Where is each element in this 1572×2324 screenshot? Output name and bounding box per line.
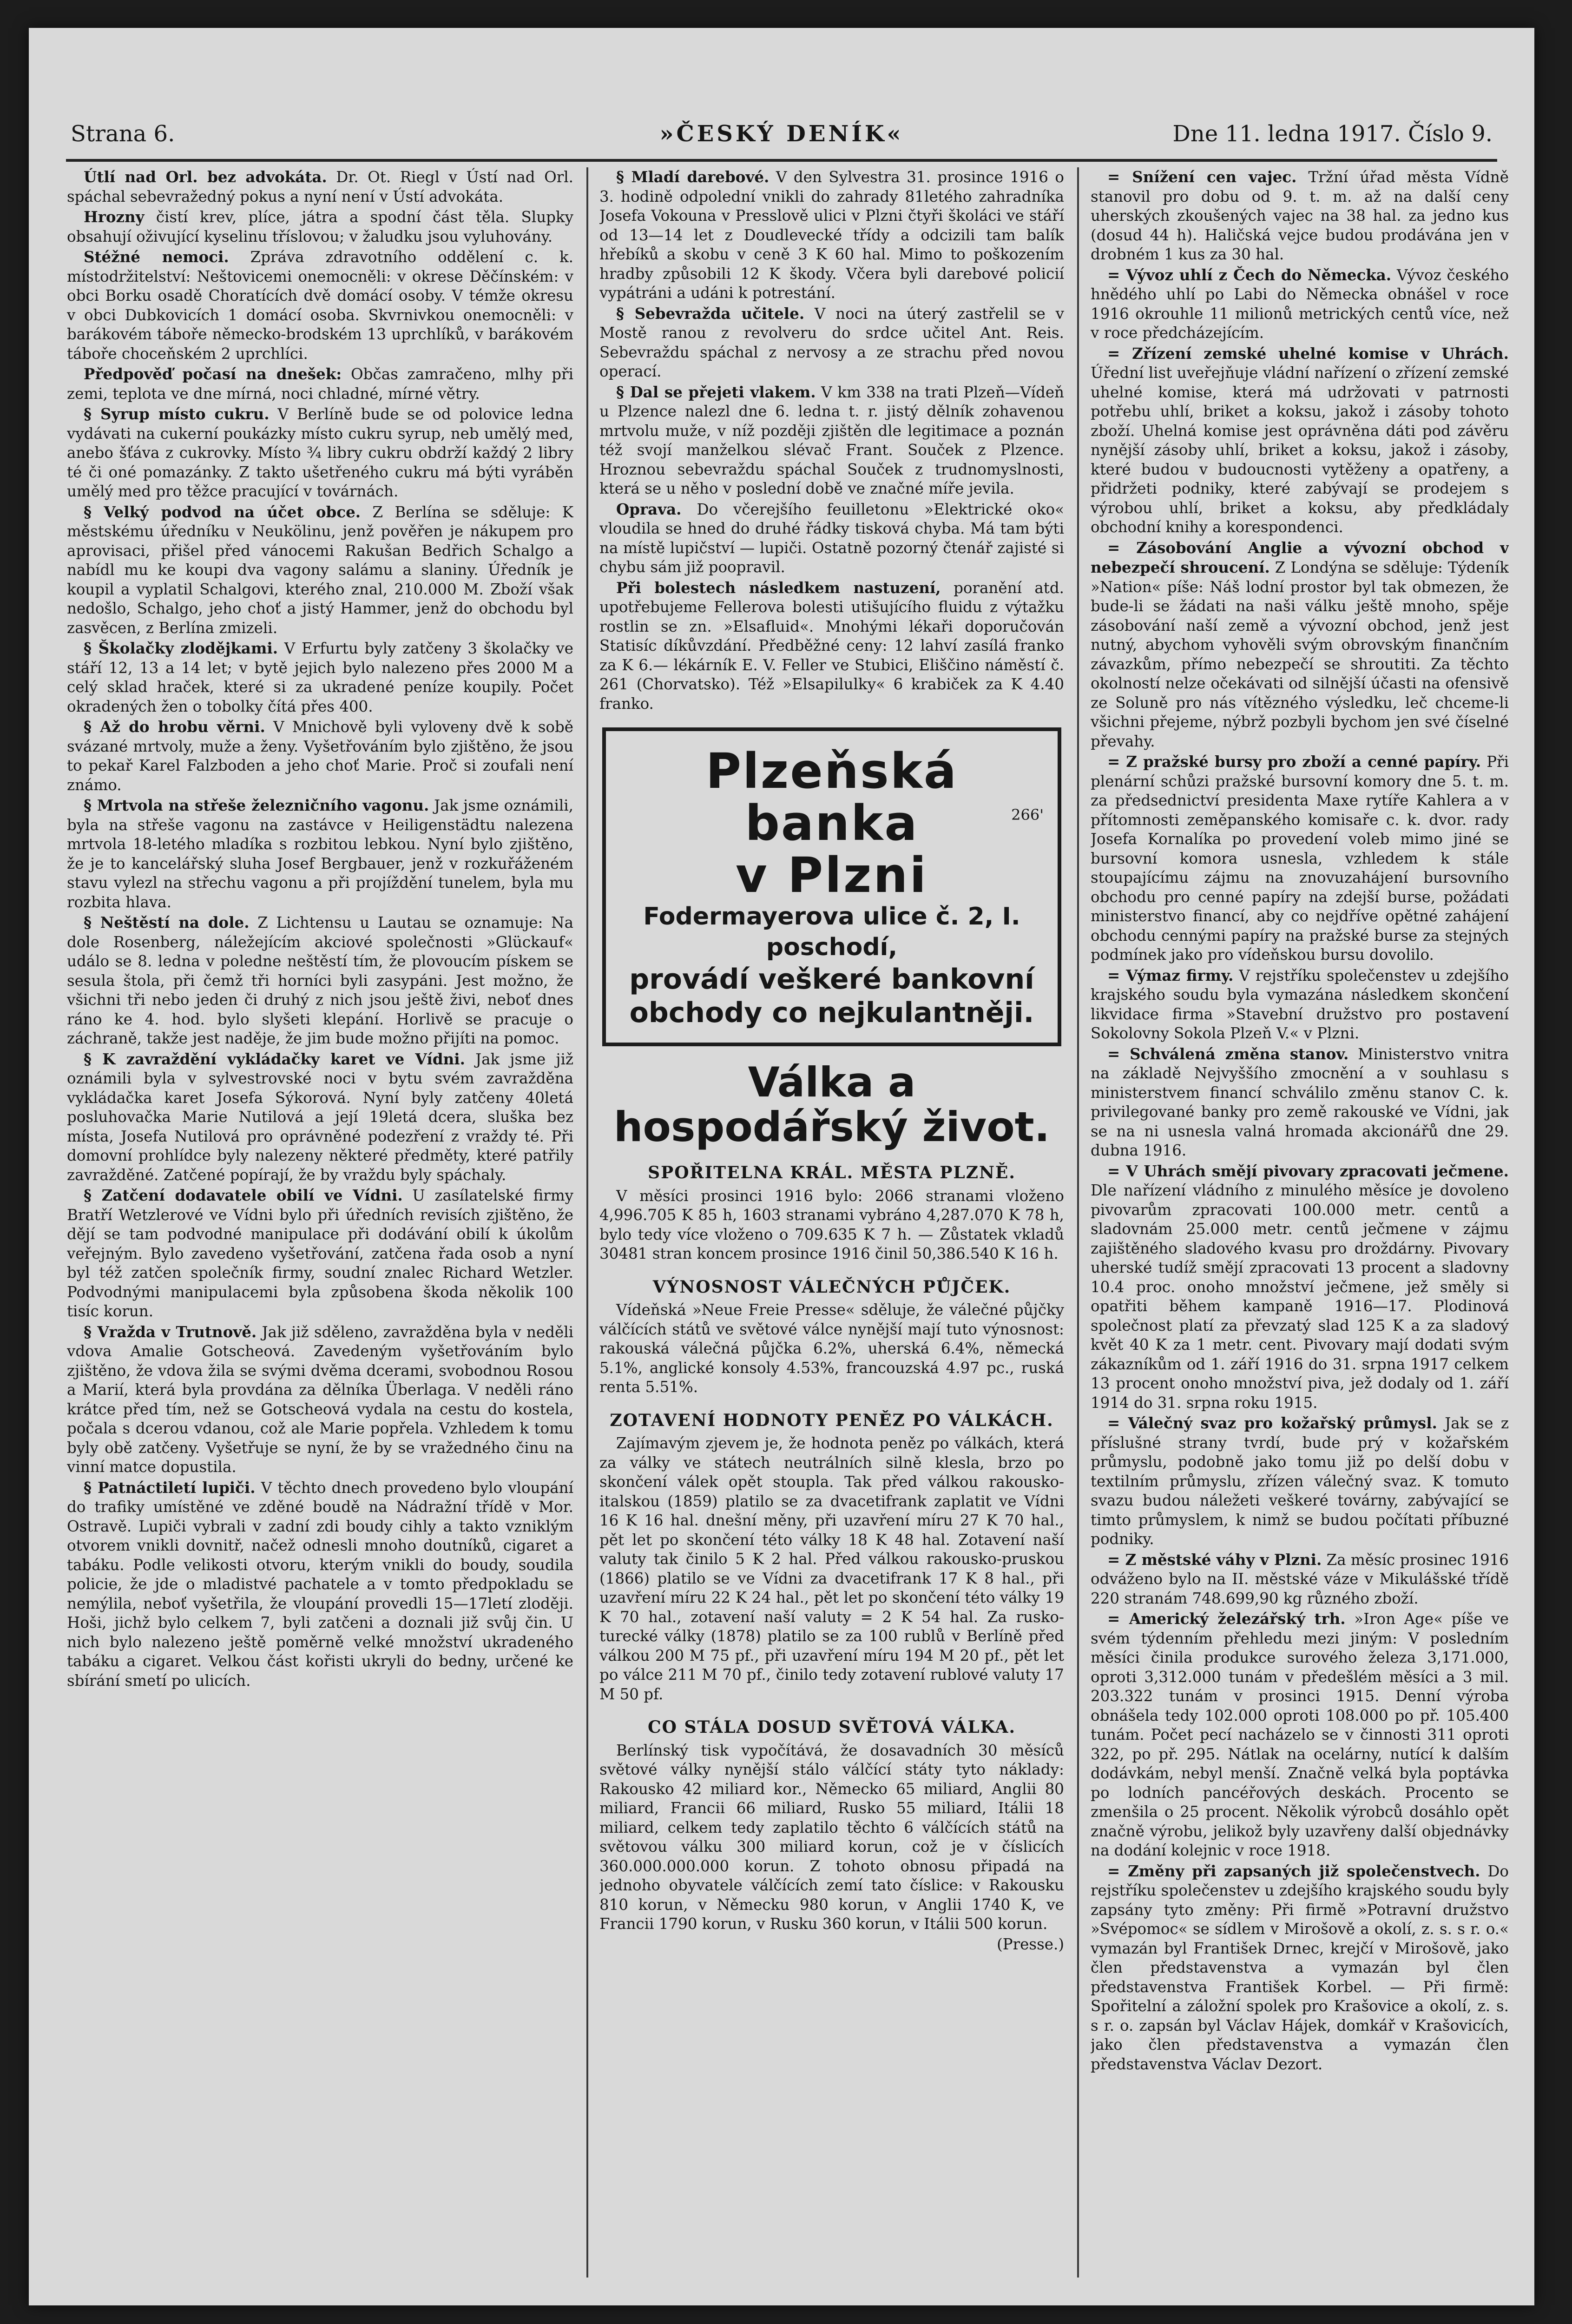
article-heading: ZOTAVENÍ HODNOTY PENĚZ PO VÁLKÁCH. — [610, 1410, 1054, 1430]
news-item — [1091, 1550, 1509, 1609]
news-item-headline: § Neštěstí na dole. — [84, 913, 250, 931]
news-item-headline: Útlí nad Orl. bez advokáta. — [84, 168, 327, 186]
article-source: (Presse.) — [997, 1935, 1064, 1953]
news-item-body: Za měsíc prosinec 1916 odváženo bylo na II. městské váze v Mikulášské třídě 220 stranám 748.699,90 kg různého zboží. — [1091, 1551, 1509, 1607]
news-item-body: V noci na úterý zastřelil se v Mostě ranou z revolveru do srdce učitel Ant. Reis. Sebevraždu spáchal z nervosy a ze strachu před novou operací. — [599, 304, 1064, 380]
news-item-headline: § Vražda v Trutnově. — [84, 1322, 257, 1341]
news-item-headline: § Mrtvola na střeše železničního vagonu. — [84, 796, 429, 814]
news-item-body: »Iron Age« píše ve svém týdenním přehledu mezi jiným: V posledním měsíci činila produkce surového železa 3,171.000, oproti 3,312.000 tunám v předešlém měsíci a 3 mil. 203.322 tunám v prosinci 1915. Denní výroba obnášela tedy 102.000 oproti 108.000 po př. 105.400 tunám. Počet pecí nacházelo se v činnosti 311 oproti 322, po př. 295. Nátlak na ocelárny, nutící k dalším dodávkám, nebyl menší. Značně velká byla poptávka po lodních pancéřových deskách. Procento se zmenšila o 25 procent. Několik výrobců dosáhlo opět značně výrobu, jelikož byly uzavřeny další objednávky na dodání kolejnic v roce 1918. — [1091, 1610, 1509, 1859]
news-item — [599, 167, 1064, 303]
news-item — [67, 404, 573, 502]
news-item-body: Z Berlína se sděluje: K městskému úředníku v Neukölinu, jenž pověřen je nákupem pro aprovisaci, přišel před vánocemi Rakušan Bedřich Schalgo a nabídl mu ke koupi dva vagony salámu a slaniny. Úředník je koupil a vyplatil Schalgovi, kterého znal, 210.000 M. Zboží však nedošlo, Schalgo, jeho choť a jistý Hammer, jenž do obchodu byl zasvěcen, z Berlína zmizeli. — [67, 503, 573, 637]
news-item-body: Dr. Ot. Riegl v Ústí nad Orl. spáchal sebevražedný pokus a nyní není v Ústí advokáta. — [67, 168, 573, 205]
news-item — [67, 502, 573, 638]
column-divider — [586, 167, 588, 2278]
news-item-headline: = Z pražské bursy pro zboží a cenné papíry. — [1107, 753, 1481, 771]
news-item — [599, 578, 1064, 714]
news-item-body: Jak jsme oznámili, byla na střeše vagonu na zastávce v Heiligenstädtu nalezena mrtvola 18-letého mladíka s rozbitou lebkou. Nyní bylo zjištěno, že je to kancelářský sluha Josef Bergbauer, jenž v rozkuřáženém stavu vylezl na střechu vagonu a při projíždění tunelem, byla mu rozbita hlava. — [67, 797, 573, 911]
article-body: V měsíci prosinci 1916 bylo: 2066 stranami vloženo 4,996.705 K 85 h, 1603 stranami vybráno 4,287.070 K 78 h, bylo tedy více vloženo o 709.635 K 7 h. — Zůstatek vkladů 30481 stran koncem prosince 1916 činil 50,386.540 K 16 h. — [599, 1187, 1064, 1262]
news-item-body: V den Sylvestra 31. prosince 1916 o 3. hodině odpolední vnikli do zahrady 81letého zahradníka Josefa Vokouna v Presslově ulici v Plzni čtyři školáci ve stáří od 13—14 let z Doudlevecké třídy a odcizili tam balík hřebíků a skobu v ceně 3 K 60 hal. Mimo to poškozením hradby způsobili 12 K škody. Včera byli darebové policií vypátráni a udáni k potrestání. — [599, 168, 1064, 302]
news-item-headline: Hrozny — [84, 208, 145, 226]
news-item — [599, 383, 1064, 499]
news-item — [1091, 966, 1509, 1043]
news-item-headline: Oprava. — [616, 500, 682, 518]
news-item — [1091, 538, 1509, 752]
news-item — [67, 1186, 573, 1321]
news-item-body: Jak jsme již oznámili byla v sylvestrovské noci v bytu svém zavražděna vykládačka karet Josefa Sýkorová. Nyní byly zatčeny 40letá posluhovačka Marie Nutilová a její 19letá dcera, sluška bez místa, Josefa Nutilová pro oprávněné podezření z vraždy té. Při domovní prohlídce byly nalezeny některé předměty, které patřily zavražděné. Zatčené popírají, že by vraždu byly spáchaly. — [67, 1050, 573, 1184]
news-item-body: Do rejstříku společenstev u zdejšího krajského soudu byly zapsány tyto změny: Při firmě »Potravní družstvo »Svépomoc« se sídlem v Mirošově a okolí, z. s. s r. o.« vymazán byl František Drnec, krejčí v Mirošově, jako člen představenstva a vymazán byl člen představenstva František Korbel. — Při firmě: Spořitelní a záložní spolek pro Krašovice a okolí, z. s. s r. o. zapsán byl Václav Hájek, domkář v Krašovicích, jako člen představenstva a vymazán člen představenstva Václav Dezort. — [1091, 1862, 1509, 2073]
news-item-body: Dle nařízení vládního z minulého měsíce je dovoleno pivovarům zpracovati 100.000 metr. centů a sladovnám 25.000 metr. centů ječmene v zájmu zajištěného sladového kvasu pro droždárny. Pivovary uherské tudíž smějí zpracovati 13 procent a sladovny 10.4 proc. onoho množství ječmene, jež směly si opatřiti během kampaně 1916—17. Plodinová společnost platí za převzatý slad 125 K a za sladový květ 40 K za 1 metr. cent. Pivovary mají dodati svým zákazníkům od 1. září 1916 do 31. srpna 1917 celkem 13 procent onoho množství piva, jež dodaly od 1. září 1914 do 31. srpna roku 1915. — [1091, 1182, 1509, 1412]
ad-bank-city: v Plzni — [735, 847, 928, 904]
news-item-headline: = Snížení cen vajec. — [1107, 168, 1297, 186]
header-rule — [66, 159, 1497, 162]
news-item-headline: § Sebevražda učitele. — [616, 304, 805, 323]
news-item-headline: = Změny při zapsaných již společenstvech. — [1107, 1862, 1480, 1880]
news-item-body: Vývoz českého hnědého uhlí po Labi do Německa obnášel v roce 1916 okrouhle 11 milionů metrických centů více, než v roce předcházejícím. — [1091, 266, 1509, 342]
news-item-body: Z Londýna se sděluje: Týdeník »Nation« píše: Náš lodní prostor byl tak obmezen, že bude-li se žádati na naši válku ještě mnoho, spěje zásobování naší země a vývozní obchod, jenž jest nutný, abychom vyhověli svým obrovským finančním závazkům, přímo nebezpečí se shroutiti. Za těchto okolností nelze očekávati od silnější účasti na ofensivě ze Soluně pro nás vítězného výsledku, leč chceme-li všichni přejeme, nýbrž pozbyli bychom jen své číselné převahy. — [1091, 559, 1509, 750]
news-item-body: Občas zamračeno, mlhy při zemi, teplota ve dne mírná, noci chladné, mírné větry. — [67, 365, 573, 403]
news-item — [1091, 1862, 1509, 2074]
news-item-body: U zasílatelské firmy Bratří Wetzlerové ve Vídni bylo při úředních revisích zjištěno, že dějí se tam podvodné manipulace při dodávání obilí k úkolům veřejným. Bylo zavedeno vyšetřování, zatčena řada osob a nyní byl též zatčen společník firmy, soudní znalec Richard Wetzler. Podvodnými manipulacemi byla způsobena škoda několik 100 tisíc korun. — [67, 1187, 573, 1320]
news-item-body: Ministerstvo vnitra na základě Nejvyššího zmocnění a v souhlasu s ministerstvem financí schválilo změnu stanov C. k. privilegované banky pro země rakouské ve Vídni, jak se na ni usnesla valná hromada akcionářů dne 29. dubna 1916. — [1091, 1045, 1509, 1159]
news-item — [67, 913, 573, 1049]
news-item-headline: = Zásobování Anglie a vývozní obchod v nebezpečí shroucení. — [1091, 538, 1509, 576]
news-item-headline: = Výmaz firmy. — [1107, 966, 1234, 984]
news-item — [67, 364, 573, 403]
news-item-headline: § Dal se přejeti vlakem. — [616, 383, 816, 401]
economy-articles — [599, 1163, 1064, 1954]
news-item — [1091, 167, 1509, 264]
middle-news-items — [599, 167, 1064, 713]
ad-bank-name: Plzeňská banka — [705, 743, 958, 852]
news-item-headline: Předpověď počasí na dnešek: — [84, 365, 342, 383]
news-item-headline: § Školačky zlodějkami. — [84, 639, 278, 657]
bank-advertisement — [602, 727, 1061, 1046]
news-item — [67, 167, 573, 206]
news-item-headline: = Válečný svaz pro kožařský průmysl. — [1107, 1414, 1437, 1432]
news-item — [67, 717, 573, 795]
ad-address: Fodermayerova ulice č. 2, I. poschodí, — [643, 903, 1020, 961]
news-item-headline: § Velký podvod na účet obce. — [84, 502, 361, 521]
news-item-body: čistí krev, plíce, játra a spodní část těla. Slupky obsahují oživující kyselinu tříslovou; v žaludku jsou vyluhovány. — [67, 208, 573, 245]
article-body: Vídeňská »Neue Freie Presse« sděluje, že válečné půjčky válčících států ve světové válce nynější mají tuto výnosnost: rakouská válečná půjčka 6.2%, uherská 6.4%, německá 5.1%, anglické konsoly 4.53%, francouzská 4.97 pc., ruská renta 5.51%. — [599, 1301, 1064, 1396]
news-item-headline: § Mladí darebové. — [616, 168, 770, 186]
news-item-headline: § Zatčení dodavatele obilí ve Vídni. — [84, 1186, 403, 1204]
article-heading: CO STÁLA DOSUD SVĚTOVÁ VÁLKA. — [648, 1717, 1016, 1737]
news-item-headline: § Až do hrobu věrni. — [84, 718, 265, 736]
news-item-body: Jak již sděleno, zavražděna byla v neděli vdova Amalie Gotscheová. Zavedeným vyšetřováním bylo zjištěno, že vdova žila se svými dvěma dcerami, svobodnou Rosou a Marií, která byla provdána za dělníka Überlaga. V neděli ráno krátce před tím, než se Gotscheová vydala na cestu do kostela, počala s dcerou vdanou, což ale Marie popřela. Vzhledem k tomu byly obě zatčeny. Vyšetřuje se nyní, že by se vražedného činu na vinní matce dopustila. — [67, 1323, 573, 1476]
news-item-headline: Stéžné nemoci. — [84, 248, 229, 266]
news-item — [1091, 344, 1509, 537]
news-item-headline: = Z městské váhy v Plzni. — [1107, 1550, 1322, 1569]
news-item — [1091, 265, 1509, 343]
news-item — [67, 796, 573, 912]
news-item — [67, 1050, 573, 1185]
news-item-body: Jak se z příslušné strany tvrdí, bude prý v kožařském průmyslu, podobně jako tomu již po delší dobu v textilním průmyslu, zřízen válečný svaz. K tomuto svazu budou náležeti veškeré továrny, zabývající se timto průmyslem, k nimž se budou počítati příbuzné podniky. — [1091, 1414, 1509, 1548]
news-item-body: V těchto dnech provedeno bylo vloupání do trafiky umístěné ve zděné boudě na Nádražní třídě v Mor. Ostravě. Lupiči vybrali v zadní zdi boudy cihly a takto vzniklým otvorem vnikli dovnitř, načež odnesli mnoho doutníků, cigaret a tabáku. Podle velikosti otvoru, kterým vnikli do boudy, soudila policie, že jde o mladistvé pachatele a v tomto předpokladu se nemýlila, neboť vyšetřila, že vloupání provedli 15—17letí zloději. Hoši, jichž bylo celkem 7, byli zatčeni a doznali již svůj čin. U nich bylo nalezeno ještě poměrně velké množství ukradeného tabáku a cigaret. Velkou část kořisti ukryli do bedny, určené ke sbírání smetí po ulicích. — [67, 1479, 573, 1690]
column-middle — [599, 167, 1064, 2287]
news-item-headline: = Zřízení zemské uhelné komise v Uhrách. — [1107, 344, 1509, 363]
column-right — [1091, 167, 1509, 2287]
news-item — [1091, 1413, 1509, 1549]
news-item-body: Úřední list uveřejňuje vládní nařízení o zřízení zemské uhelné komise, která má udržovati v patrnosti potřebu uhlí, briket a koksu, jakož i zásoby tohoto zboží. Uhelná komise jest oprávněna dáti pod závěru nynější zásoby uhlí, briket a koksu, jakož i zásoby, které budou v budoucnosti vytěženy a opatřeny, a přidržeti podniky, které zabývají se prodejem s výrobou uhlí, briket a koksu, aby předkládaly obchodní knihy a korespondenci. — [1091, 364, 1509, 536]
news-item — [67, 639, 573, 716]
news-item-body: Tržní úřad města Vídně stanovil pro dobu od 9. t. m. až na další ceny uherských zkoušených vajec na 38 hal. za jedno kus (dosud 44 h). Haličská vejce budou prodávána jen v drobném 1 kus za 30 hal. — [1091, 168, 1509, 263]
article-heading: VÝNOSNOST VÁLEČNÝCH PŮJČEK. — [652, 1277, 1011, 1297]
ad-slogan-2: obchody co nejkulantněji. — [629, 997, 1034, 1029]
news-item — [1091, 1609, 1509, 1861]
news-item-headline: § Syrup místo cukru. — [84, 405, 270, 423]
column-divider — [1077, 167, 1079, 2278]
ad-slogan-1: provádí veškeré bankovní — [629, 963, 1034, 996]
news-item-headline: = Americký železářský trh. — [1107, 1610, 1346, 1628]
news-item — [67, 207, 573, 246]
news-item — [67, 247, 573, 363]
news-item-body: poranění atd. upotřebujeme Fellerova bolesti utišujícího fluidu z výtažku rostlin se zn. »Elsafluid«. Mnohými lékaři doporučován Statisíc díkůvzdání. Předběžné ceny: 12 lahví zasílá franko za K 6.— lékárník E. V. Feller ve Stubici, Eliščino náměstí č. 261 (Chorvatsko). Též »Elsapilulky« 6 krabiček za K 4.40 franko. — [599, 579, 1064, 713]
article-heading: SPOŘITELNA KRÁL. MĚSTA PLZNĚ. — [648, 1163, 1016, 1182]
news-item-headline: = Vývoz uhlí z Čech do Německa. — [1107, 265, 1392, 284]
news-item-body: V Mnichově byli vyloveny dvě k sobě svázané mrtvoly, muže a ženy. Vyšetřováním bylo zjištěno, že jsou to pekař Karel Falzboden a jeho choť Marie. Proč si zoufali není známo. — [67, 718, 573, 794]
article-body: Zajímavým zjevem je, že hodnota peněz po válkách, která za války ve státech neutrálních silně klesla, brzo po skončení válek opět stoupla. Tak před válkou rakousko-italskou (1859) platilo se za dvacetifrank zaplatit ve Vídni 16 K 16 hal. dnešní měny, při uzavření míru 27 K 70 hal., pět let po skončení této války 18 K 48 hal. Zotavení naší valuty tak činilo 5 K 2 hal. Před válkou rakousko-pruskou (1866) platilo se ve Vídni za dvacetifrank 17 K 8 hal., při uzavření míru 22 K 24 hal., pět let po skončení této války 19 K 70 hal., zotavení naší valuty = 2 K 54 hal. Za rusko-turecké války (1878) platilo se za 100 rublů v Berlíně před válkou 200 M 75 pf., při uzavření míru 194 M 20 pf., pět let po válce 211 M 70 pf., činilo tedy zotavení rublové valuty 17 M 50 pf. — [599, 1434, 1064, 1703]
news-item-body: V Berlíně bude se od polovice ledna vydávati na cukerní poukázky místo cukru syrup, neb umělý med, anebo šťáva z cukrovky. Místo ¾ libry cukru obdrží každý 2 libry té či oné pomazánky. Z takto ušetřeného cukru má býti vyráběn umělý med pro těžce pracující v továrnách. — [67, 405, 573, 500]
news-item — [67, 1322, 573, 1477]
news-item-body: V rejstříku společenstev u zdejšího krajského soudu byla vymazána následkem skončení likvidace firma »Stavební družstvo pro postavení Sokolovny Sokola Plzeň V.« v Plzni. — [1091, 966, 1509, 1042]
news-item-body: Zpráva zdravotního oddělení c. k. místodržitelství: Neštovicemi onemocněli: v okrese Děčínském: v obci Borku osadě Choratících dvě domácí osoby. V témže okresu v obci Dubkovicích 1 domácí osoba. Skvrnivkou onemocněli: v barákovém táboře německo-brodském 13 uprchlíků, v barákovém táboře choceňském 2 uprchlíci. — [67, 248, 573, 363]
newspaper-page — [29, 28, 1534, 2305]
news-item-headline: Při bolestech následkem nastuzení, — [616, 578, 941, 597]
page-header — [71, 116, 1493, 158]
ad-reference-number: 266' — [1011, 806, 1044, 824]
news-item — [599, 500, 1064, 577]
masthead: »ČESKÝ DENÍK« — [659, 121, 904, 147]
news-item-body: Při plenární schůzi pražské bursovní komory dne 5. t. m. za předsednictví presidenta Maxe rytíře Kahlera a v přítomnosti zeměpanského komisaře c. k. dvor. rady Josefa Kornalíka po provedení voleb mimo jiné se bursovní komora usnesla, vzhledem k stále stoupajícímu zájmu na znovuzahájení bursovního obchodu pro cenné papíry na zdejší burse, požádati ministerstvo financí, aby co nejdříve opětné zahájení obchodu cennými papíry na pražské burse za stejných podmínek jako pro vídeňskou bursu dovolilo. — [1091, 753, 1509, 964]
article-body: Berlínský tisk vypočítává, že dosavadních 30 měsíců světové války nynější stálo válčící státy tyto náklady: Rakousko 42 miliard kor., Německo 65 miliard, Anglii 80 miliard, Francii 66 miliard, Rusko 55 miliard, Itálii 18 miliard, celkem tedy zaplatilo těchto 6 válčících států na světovou válku 300 miliard korun, což je v číslicích 360.000.000.000 korun. Z tohoto obnosu připadá na jednoho obyvatele válčících zemí tato číslice: v Rakousku 810 korun, v Německu 980 korun, v Anglii 1740 K, ve Francii 1790 korun, v Rusku 360 korun, v Itálii 500 korun. — [599, 1741, 1064, 1933]
news-item-headline: = Schválená změna stanov. — [1107, 1044, 1349, 1063]
news-item — [1091, 752, 1509, 965]
news-item-body: Do včerejšího feuilletonu »Elektrické oko« vloudila se hned do druhé řádky tisková chyba. Má tam býti na místě lupičství — lupiči. Ostatně pozorný čtenář zajisté si chybu sám již poopravil. — [599, 500, 1064, 576]
news-item-body: V km 338 na trati Plzeň—Vídeň u Plzence nalezl dne 6. ledna t. r. jistý dělník zohavenou mrtvolu muže, v níž později zjištěn dle legitimace a poznán též svojí manželkou slévač Frant. Souček z Plzence. Hroznou sebevraždu spáchal Souček z trudnomyslnosti, která se u něho v poslední době ve značné míře jevila. — [599, 383, 1064, 497]
news-item — [1091, 1044, 1509, 1161]
news-item — [1091, 1162, 1509, 1413]
news-item — [67, 1478, 573, 1691]
page-number: Strana 6. — [71, 121, 175, 147]
news-item-body: Z Lichtensu u Lautau se oznamuje: Na dole Rosenberg, náležejícím akciové společnosti »Glückauf« událo se 8. ledna v poledne neštěstí tím, že plovoucím pískem se sesula štola, při čemž tři horníci byli zasypáni. Jest možno, že všichni tři nebo jeden či druhý z nich jsou ještě živi, neboť dnes ráno ke 4. hod. bylo slyšeti klepání. Horlivě se pracuje o záchraně, takže jest naděje, že jim bude možno přijíti na pomoc. — [67, 914, 573, 1047]
news-item-body: V Erfurtu byly zatčeny 3 školačky ve stáří 12, 13 a 14 let; v bytě jejich bylo nalezeno přes 2000 M a celý sklad hraček, které si za ukradené peníze koupily. Počet okradených žen o tobolky čítá přes 400. — [67, 640, 573, 715]
news-item-headline: = V Uhrách smějí pivovary zpracovati ječmene. — [1107, 1162, 1509, 1180]
issue-date: Dne 11. ledna 1917. Číslo 9. — [1172, 121, 1493, 147]
news-item-headline: § K zavraždění vykládačky karet ve Vídni. — [84, 1050, 465, 1068]
section-title: Válka a hospodářský život. — [613, 1058, 1050, 1151]
news-item-headline: § Patnáctiletí lupiči. — [84, 1478, 256, 1497]
news-item — [599, 304, 1064, 382]
column-left — [67, 167, 573, 2287]
